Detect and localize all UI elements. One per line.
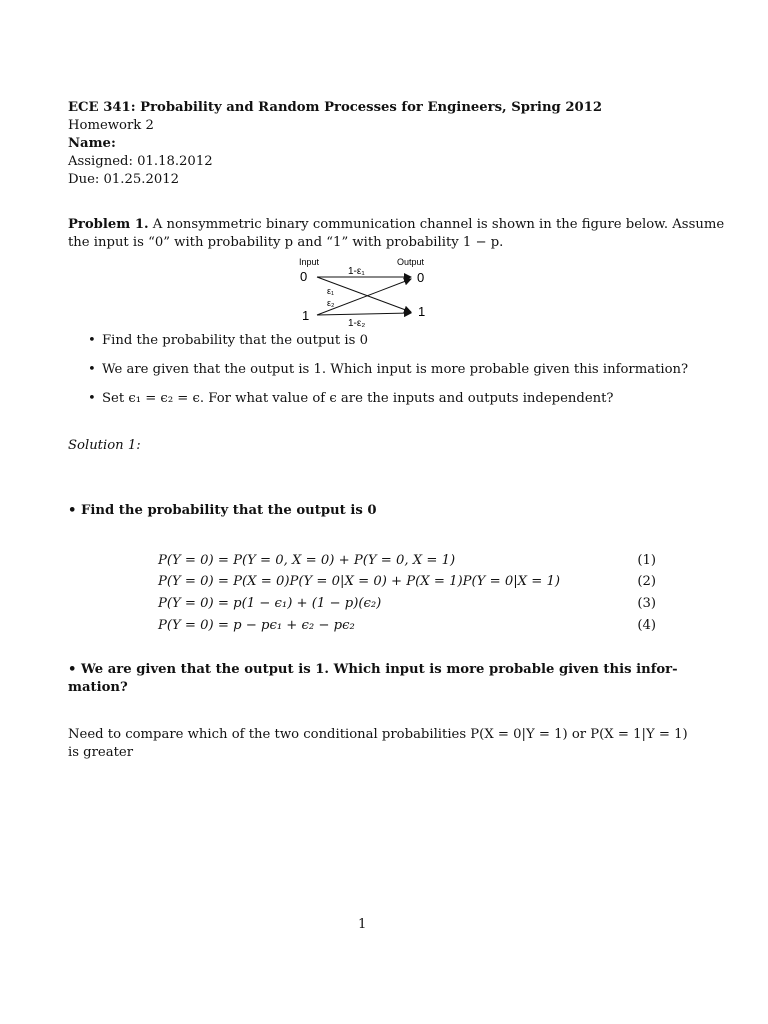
label-one-minus-eps2: 1-ε₂ [348, 318, 366, 329]
output-zero: 0 [417, 270, 425, 285]
bullet-item-1: • Find the probability that the output is 0 [88, 333, 368, 348]
bullet-item-3: • Set ϵ₁ = ϵ₂ = ϵ. For what value of ϵ are the inputs and outputs independent? [88, 391, 614, 406]
input-one: 1 [302, 308, 310, 323]
page-number: 1 [358, 917, 367, 932]
section1-heading: • Find the probability that the output is 0 [68, 503, 377, 518]
label-eps1: ε₁ [327, 286, 335, 296]
label-one-minus-eps1: 1-ε₁ [348, 266, 365, 277]
binary-channel-diagram [290, 252, 450, 332]
compare-text-line2: is greater [68, 745, 133, 760]
input-zero: 0 [300, 269, 308, 284]
homework-label: Homework 2 [68, 118, 154, 133]
label-eps2: ε₂ [327, 298, 335, 308]
problem-statement-line2: the input is “0” with probability p and “1” with probability 1 − p. [68, 235, 504, 250]
bullet-item-2: • We are given that the output is 1. Which input is more probable given this information? [88, 362, 689, 377]
section2-heading-line1: • We are given that the output is 1. Which input is more probable given this infor- [68, 662, 678, 677]
assigned-date: Assigned: 01.18.2012 [68, 154, 213, 169]
problem-label: Problem 1. [68, 217, 149, 232]
edge-1-to-1 [317, 313, 411, 315]
name-label: Name: [68, 136, 116, 151]
edge-1-to-0 [317, 279, 411, 315]
problem-statement-line1 [68, 216, 724, 234]
compare-text-line1: Need to compare which of the two conditional probabilities P(X = 0|Y = 1) or P(X = 1|Y = 1) [68, 727, 688, 742]
output-one: 1 [418, 304, 426, 319]
section2-heading-line2: mation? [68, 680, 128, 695]
solution-label: Solution 1: [68, 438, 141, 453]
due-date: Due: 01.25.2012 [68, 172, 180, 187]
problem-text-1: A nonsymmetric binary communication channel is shown in the figure below. Assume [148, 217, 725, 232]
input-label: Input [299, 257, 320, 267]
output-label: Output [397, 257, 425, 267]
document-title: ECE 341: Probability and Random Processes for Engineers, Spring 2012 [68, 100, 603, 115]
